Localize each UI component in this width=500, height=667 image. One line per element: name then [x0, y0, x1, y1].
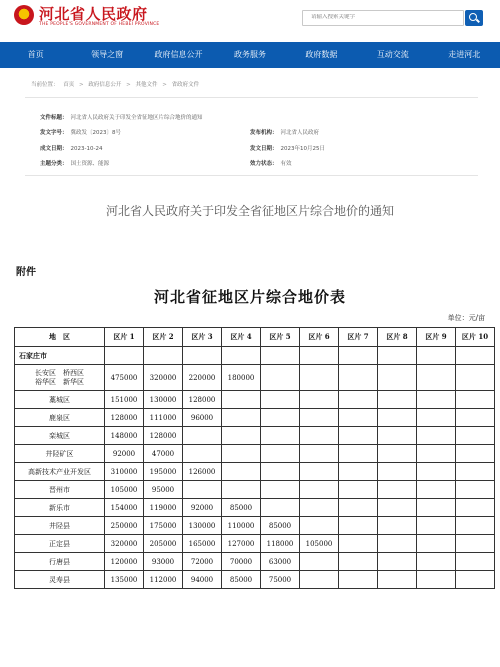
price-cell [456, 553, 495, 571]
price-cell [339, 499, 378, 517]
district-name-cell: 藁城区 [15, 391, 105, 409]
price-cell: 95000 [144, 481, 183, 499]
district-name-cell: 井陉县 [15, 517, 105, 535]
price-cell: 151000 [105, 391, 144, 409]
district-name-cell [15, 365, 105, 391]
price-cell [378, 463, 417, 481]
meta-doc-number-label: 发文字号： [40, 130, 68, 136]
price-cell: 96000 [183, 409, 222, 427]
district-name-cell: 井陉矿区 [15, 445, 105, 463]
divider [25, 175, 478, 176]
meta-category [40, 159, 109, 167]
price-cell [378, 535, 417, 553]
price-cell [456, 535, 495, 553]
price-cell [417, 391, 456, 409]
price-cell [456, 445, 495, 463]
meta-validity-value: 有效 [280, 161, 292, 167]
price-cell [300, 445, 339, 463]
table-row [15, 409, 495, 427]
price-cell [456, 427, 495, 445]
meta-title-label: 文件标题： [40, 115, 68, 121]
price-cell [417, 571, 456, 589]
price-cell: 92000 [183, 499, 222, 517]
table-row [15, 365, 495, 391]
price-cell [261, 427, 300, 445]
district-name-line: 裕华区 新华区 [35, 377, 84, 386]
city-name-cell: 石家庄市 [15, 347, 105, 365]
price-cell [456, 571, 495, 589]
meta-issuer-value: 河北省人民政府 [280, 130, 320, 136]
price-cell: 165000 [183, 535, 222, 553]
price-cell [261, 365, 300, 391]
price-cell [183, 445, 222, 463]
price-cell [456, 365, 495, 391]
price-cell [222, 445, 261, 463]
table-row [15, 445, 495, 463]
meta-doc-number-value: 冀政发〔2023〕8号 [70, 130, 122, 136]
price-cell: 105000 [105, 481, 144, 499]
price-cell [456, 517, 495, 535]
price-cell [417, 535, 456, 553]
price-cell [339, 463, 378, 481]
breadcrumb [31, 80, 202, 88]
price-cell: 112000 [144, 571, 183, 589]
price-cell: 135000 [105, 571, 144, 589]
nav-item-about-hebei[interactable]: 走进河北 [448, 50, 481, 59]
price-cell [339, 481, 378, 499]
meta-created-value: 2023-10-24 [70, 146, 103, 152]
price-cell [261, 463, 300, 481]
national-emblem-icon [14, 5, 34, 25]
price-cell: 310000 [105, 463, 144, 481]
price-cell: 111000 [144, 409, 183, 427]
meta-published-label: 发文日期： [250, 146, 278, 152]
price-cell [378, 445, 417, 463]
price-cell [378, 571, 417, 589]
meta-created-label: 成文日期： [40, 146, 68, 152]
price-cell [300, 517, 339, 535]
site-title[interactable]: 河北省人民政府 [39, 5, 148, 23]
column-header: 区片 10 [456, 328, 495, 347]
price-cell [300, 499, 339, 517]
price-cell [222, 463, 261, 481]
land-price-table [14, 327, 495, 589]
price-cell [339, 427, 378, 445]
price-cell: 250000 [105, 517, 144, 535]
table-row [15, 517, 495, 535]
table-title: 河北省征地区片综合地价表 [153, 288, 346, 306]
price-cell [456, 463, 495, 481]
divider [25, 97, 478, 98]
table-row-city [15, 347, 495, 365]
price-cell: 154000 [105, 499, 144, 517]
price-cell [456, 409, 495, 427]
nav-item-services[interactable]: 政务服务 [233, 50, 266, 59]
price-cell: 110000 [222, 517, 261, 535]
price-cell [261, 481, 300, 499]
price-cell: 205000 [144, 535, 183, 553]
price-cell [222, 391, 261, 409]
district-name-cell: 鹿泉区 [15, 409, 105, 427]
breadcrumb-prefix: 当前位置： [31, 82, 59, 88]
price-cell [417, 365, 456, 391]
site-header [0, 0, 500, 40]
column-header: 区片 7 [339, 328, 378, 347]
price-cell [300, 409, 339, 427]
district-name-cell: 灵寿县 [15, 571, 105, 589]
price-cell [417, 481, 456, 499]
price-cell: 70000 [222, 553, 261, 571]
price-cell [339, 391, 378, 409]
column-header: 地 区 [15, 328, 105, 347]
column-header: 区片 9 [417, 328, 456, 347]
price-cell [378, 365, 417, 391]
price-cell [261, 409, 300, 427]
price-cell: 85000 [222, 571, 261, 589]
district-name-line: 长安区 桥西区 [35, 368, 84, 377]
price-cell [417, 445, 456, 463]
price-cell [417, 553, 456, 571]
meta-category-label: 主题分类： [40, 161, 68, 167]
price-cell [417, 517, 456, 535]
price-cell: 130000 [183, 517, 222, 535]
price-cell [378, 481, 417, 499]
table-row [15, 553, 495, 571]
meta-title [40, 113, 203, 121]
price-cell [339, 517, 378, 535]
breadcrumb-other-files[interactable]: 其他文件 [135, 82, 158, 88]
search-button[interactable] [465, 10, 483, 26]
price-cell: 119000 [144, 499, 183, 517]
search-input[interactable] [311, 14, 461, 20]
price-cell: 120000 [105, 553, 144, 571]
attachment-label: 附件 [16, 267, 36, 278]
price-cell [417, 463, 456, 481]
price-cell [222, 427, 261, 445]
price-cell: 475000 [105, 365, 144, 391]
breadcrumb-separator: > [79, 82, 84, 88]
table-row [15, 571, 495, 589]
price-cell: 128000 [105, 409, 144, 427]
price-cell [339, 571, 378, 589]
price-cell: 180000 [222, 365, 261, 391]
meta-category-value: 国土资源、能源 [70, 161, 110, 167]
price-cell [339, 365, 378, 391]
price-cell: 63000 [261, 553, 300, 571]
table-row [15, 391, 495, 409]
table-row [15, 481, 495, 499]
table-row [15, 463, 495, 481]
price-cell: 128000 [183, 391, 222, 409]
price-cell: 320000 [144, 365, 183, 391]
breadcrumb-home[interactable]: 首页 [63, 82, 75, 88]
price-cell: 105000 [300, 535, 339, 553]
meta-validity-label: 效力状态： [250, 161, 278, 167]
price-cell [300, 365, 339, 391]
document-title: 河北省人民政府关于印发全省征地区片综合地价的通知 [105, 204, 394, 218]
nav-item-leaders[interactable]: 领导之窗 [91, 50, 124, 59]
price-cell [378, 409, 417, 427]
price-cell [300, 427, 339, 445]
price-cell [183, 481, 222, 499]
price-cell [378, 517, 417, 535]
price-cell: 93000 [144, 553, 183, 571]
price-cell: 85000 [261, 517, 300, 535]
price-cell: 75000 [261, 571, 300, 589]
nav-item-data[interactable]: 政府数据 [305, 50, 338, 59]
price-cell: 148000 [105, 427, 144, 445]
price-cell: 128000 [144, 427, 183, 445]
search-box [302, 10, 464, 26]
price-cell [261, 391, 300, 409]
price-cell: 72000 [183, 553, 222, 571]
price-cell: 195000 [144, 463, 183, 481]
price-cell: 130000 [144, 391, 183, 409]
price-cell: 127000 [222, 535, 261, 553]
price-cell: 92000 [105, 445, 144, 463]
price-cell: 85000 [222, 499, 261, 517]
price-cell [183, 427, 222, 445]
nav-item-info-disclosure[interactable]: 政府信息公开 [154, 50, 203, 59]
table-row [15, 499, 495, 517]
meta-issuer [250, 128, 319, 136]
column-header: 区片 2 [144, 328, 183, 347]
district-name-cell: 新乐市 [15, 499, 105, 517]
breadcrumb-separator: > [126, 82, 131, 88]
price-cell: 47000 [144, 445, 183, 463]
price-cell [339, 409, 378, 427]
price-cell: 175000 [144, 517, 183, 535]
meta-title-value: 河北省人民政府关于印发全省征地区片综合地价的通知 [70, 115, 203, 121]
table-header-row [15, 328, 495, 347]
district-name-cell: 正定县 [15, 535, 105, 553]
meta-issuer-label: 发布机构： [250, 130, 278, 136]
meta-published-value: 2023年10月25日 [280, 146, 326, 152]
price-cell [417, 499, 456, 517]
district-name-cell: 栾城区 [15, 427, 105, 445]
table-row [15, 535, 495, 553]
price-cell [300, 463, 339, 481]
column-header: 区片 1 [105, 328, 144, 347]
price-cell [300, 571, 339, 589]
price-cell [378, 553, 417, 571]
column-header: 区片 3 [183, 328, 222, 347]
district-name-cell: 高新技术产业开发区 [15, 463, 105, 481]
price-cell: 320000 [105, 535, 144, 553]
site-subtitle: THE PEOPLE'S GOVERNMENT OF HEBEI PROVINCE [39, 22, 160, 27]
meta-created-date [40, 144, 102, 152]
nav-item-interaction[interactable]: 互动交流 [376, 50, 409, 59]
column-header: 区片 4 [222, 328, 261, 347]
price-cell [222, 481, 261, 499]
district-name-cell: 行唐县 [15, 553, 105, 571]
table-unit: 单位：元/亩 [447, 314, 485, 322]
price-cell: 94000 [183, 571, 222, 589]
nav-item-home[interactable]: 首页 [27, 50, 44, 59]
price-cell [378, 499, 417, 517]
price-cell [339, 445, 378, 463]
price-cell [300, 391, 339, 409]
main-nav [0, 42, 500, 68]
breadcrumb-info-disclosure[interactable]: 政府信息公开 [88, 82, 122, 88]
price-cell [300, 553, 339, 571]
price-cell [456, 481, 495, 499]
price-cell: 118000 [261, 535, 300, 553]
district-name-cell: 晋州市 [15, 481, 105, 499]
price-cell [222, 409, 261, 427]
column-header: 区片 5 [261, 328, 300, 347]
price-cell [339, 553, 378, 571]
price-cell [261, 445, 300, 463]
price-cell [456, 391, 495, 409]
price-cell [300, 481, 339, 499]
table-row [15, 427, 495, 445]
price-cell [378, 427, 417, 445]
price-cell [339, 535, 378, 553]
breadcrumb-provincial-files[interactable]: 省政府文件 [171, 82, 200, 88]
price-cell [261, 499, 300, 517]
meta-doc-number [40, 128, 121, 136]
meta-validity [250, 159, 292, 167]
breadcrumb-separator: > [162, 82, 167, 88]
price-cell: 220000 [183, 365, 222, 391]
column-header: 区片 6 [300, 328, 339, 347]
price-cell [378, 391, 417, 409]
column-header: 区片 8 [378, 328, 417, 347]
price-cell [417, 409, 456, 427]
price-cell: 126000 [183, 463, 222, 481]
price-cell [417, 427, 456, 445]
meta-published-date [250, 144, 325, 152]
price-cell [456, 499, 495, 517]
